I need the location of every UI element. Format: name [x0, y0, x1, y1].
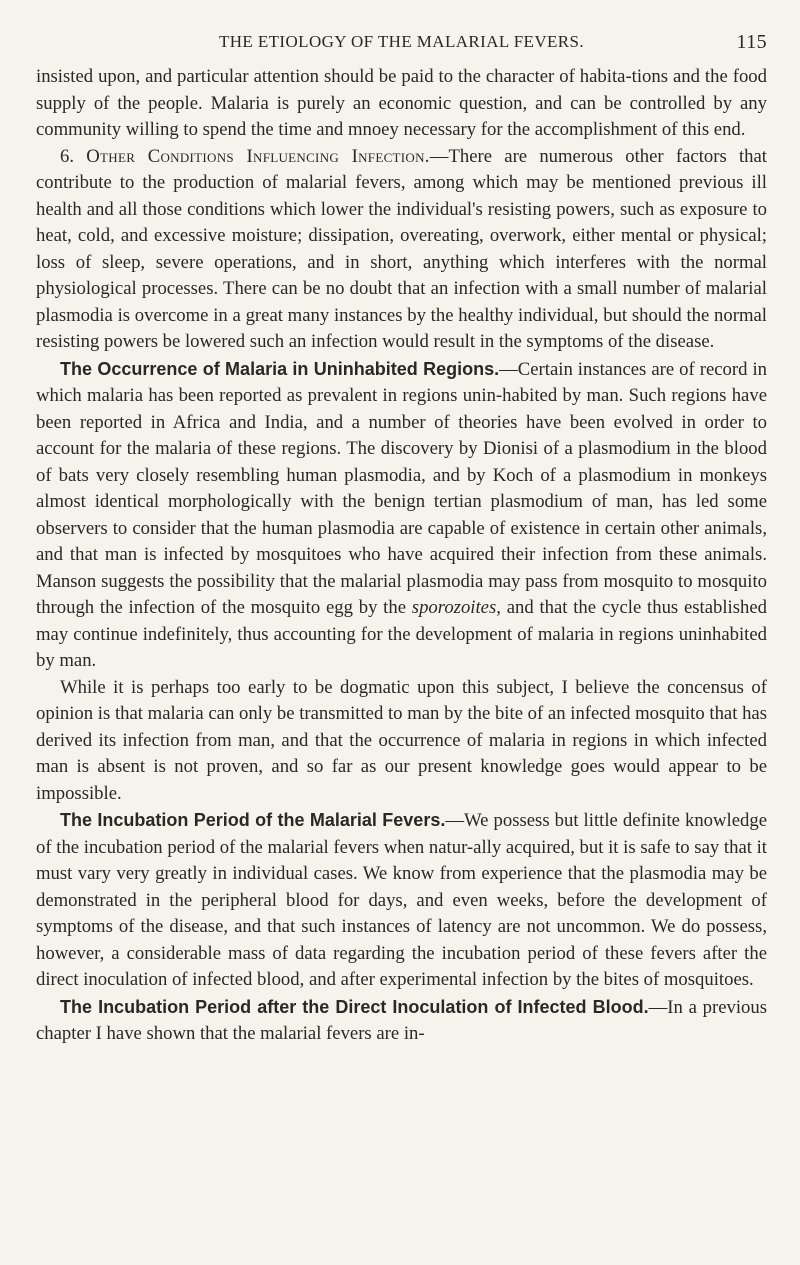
- paragraph-text: , and that the cycle thus established may continue indefinitely, thus accounting for the development of malaria in regions uninhabited by man.: [36, 597, 767, 671]
- paragraph-text: —There are numerous other factors that contribute to the production of malarial fevers, among which may be mentioned previous ill health and all those conditions which lower the individual's resisting powers, such as exposure to heat, cold, and excessive moisture; dissipation, overeating, overwork, either mental or physical; loss of sleep, severe operations, and in short, anything which interferes with the normal physiological processes. There can be no doubt that an infection with a small number of malarial plasmodia is overcome in a great many instances by the healthy individual, but should the normal resisting powers be lowered such an infection would result in the symptoms of the disease.: [36, 145, 767, 352]
- paragraph-dogmatic: While it is perhaps too early to be dogmatic upon this subject, I believe the concensus of opinion is that malaria can only be transmitted to man by the bite of an infected mosquito that has derived its infection from man, and that the occurrence of malaria in regions in which infected man is absent is not proven, and so far as our present knowledge goes would appear to be impossible.: [36, 676, 767, 804]
- page-body: [36, 64, 767, 1048]
- paragraph-continued: insisted upon, and particular attention should be paid to the character of habita-tions and the food supply of the people. Malaria is purely an economic question, and can be controlled by any community willing to spend the time and mnoey necessary for the accomplishment of this end.: [36, 66, 767, 140]
- running-head-title: THE ETIOLOGY OF THE MALARIAL FEVERS.: [218, 32, 585, 51]
- section-heading-incubation-period: The Incubation Period of the Malarial Fevers.: [60, 810, 446, 830]
- paragraph-direct-inoculation: [36, 994, 767, 1048]
- paragraph-text: —We possess but little definite knowledge of the incubation period of the malarial fevers when natur-ally acquired, but it is safe to say that it must vary very greatly in individual cases. We know from experience that the plasmodia may be demonstrated in the peripheral blood for days, and even weeks, before the development of symptoms of the disease, and that such instances of latency are not uncommon. We do possess, however, a considerable mass of data regarding the incubation period of these fevers after the direct inoculation of infected blood, and after experimental infection by the bites of mosquitoes.: [36, 810, 767, 990]
- paragraph-other-conditions: [36, 144, 767, 356]
- section-heading-direct-inoculation: The Incubation Period after the Direct Inoculation of Infected Blood.: [60, 996, 649, 1017]
- paragraph-uninhabited-regions: [36, 356, 767, 675]
- paragraph-text: —In a previous chapter I have shown that the malarial fevers are in-: [36, 996, 767, 1044]
- paragraph-text: —Certain instances are of record in which malaria has been reported as prevalent in regions unin-habited by man. Such regions have been reported in Africa and India, and a number of theories have been evolved in order to account for the malaria of these regions. The discovery by Dionisi of a plasmodium in the blood of bats very closely resembling human plasmodia, and by Koch of a plasmodium in monkeys almost identical morphologically with the benign tertian plasmodium of man, has led some observers to consider that the human plasmodia are capable of existence in certain other animals, and that man is infected by mosquitoes who have acquired their infection from these animals. Manson suggests the possibility that the malarial plasmodia may pass from mosquito to mosquito through the infection of the mosquito egg by the: [36, 358, 767, 618]
- page-number: 115: [736, 31, 767, 53]
- book-page: [36, 30, 767, 1048]
- section-number: 6.: [60, 145, 75, 167]
- paragraph-incubation-period: [36, 807, 767, 994]
- italic-term: sporozoites: [411, 597, 497, 618]
- section-heading-uninhabited-regions: The Occurrence of Malaria in Uninhabited Regions.: [60, 358, 500, 379]
- section-heading-other-conditions: Other Conditions Influencing Infection.: [86, 145, 430, 167]
- running-head: [36, 30, 767, 64]
